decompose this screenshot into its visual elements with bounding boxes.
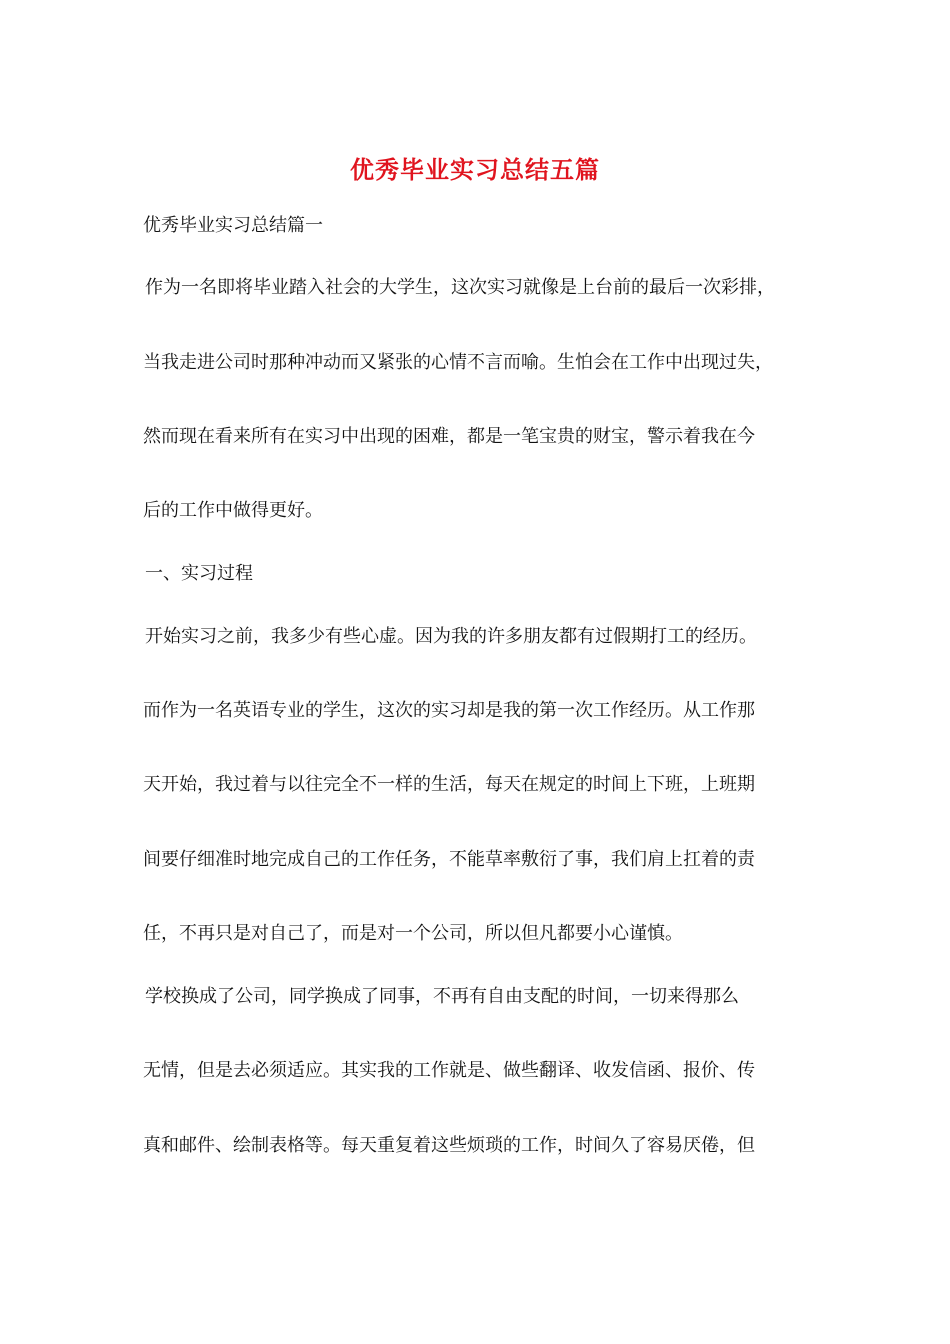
paragraph-line: 天开始，我过着与以往完全不一样的生活，每天在规定的时间上下班，上班期 — [143, 774, 755, 795]
section-heading: 优秀毕业实习总结篇一 — [143, 215, 323, 236]
paragraph-line: 作为一名即将毕业踏入社会的大学生，这次实习就像是上台前的最后一次彩排， — [145, 277, 775, 298]
paragraph-line: 间要仔细准时地完成自己的工作任务，不能草率敷衍了事，我们肩上扛着的责 — [143, 849, 755, 870]
paragraph-line: 学校换成了公司，同学换成了同事，不再有自由支配的时间，一切来得那么 — [145, 986, 739, 1007]
document-title: 优秀毕业实习总结五篇 — [350, 155, 600, 184]
paragraph-line: 开始实习之前，我多少有些心虚。因为我的许多朋友都有过假期打工的经历。 — [145, 626, 757, 647]
paragraph-line: 真和邮件、绘制表格等。每天重复着这些烦琐的工作，时间久了容易厌倦，但 — [143, 1135, 755, 1156]
subsection-heading: 一、实习过程 — [145, 563, 253, 584]
paragraph-line: 无情，但是去必须适应。其实我的工作就是、做些翻译、收发信函、报价、传 — [143, 1060, 755, 1081]
paragraph-line: 然而现在看来所有在实习中出现的困难，都是一笔宝贵的财宝，警示着我在今 — [143, 426, 755, 447]
paragraph-line: 而作为一名英语专业的学生，这次的实习却是我的第一次工作经历。从工作那 — [143, 700, 755, 721]
paragraph-line: 当我走进公司时那种冲动而又紧张的心情不言而喻。生怕会在工作中出现过失， — [143, 352, 773, 373]
paragraph-line: 任，不再只是对自己了，而是对一个公司，所以但凡都要小心谨慎。 — [143, 923, 683, 944]
paragraph-line: 后的工作中做得更好。 — [143, 500, 323, 521]
